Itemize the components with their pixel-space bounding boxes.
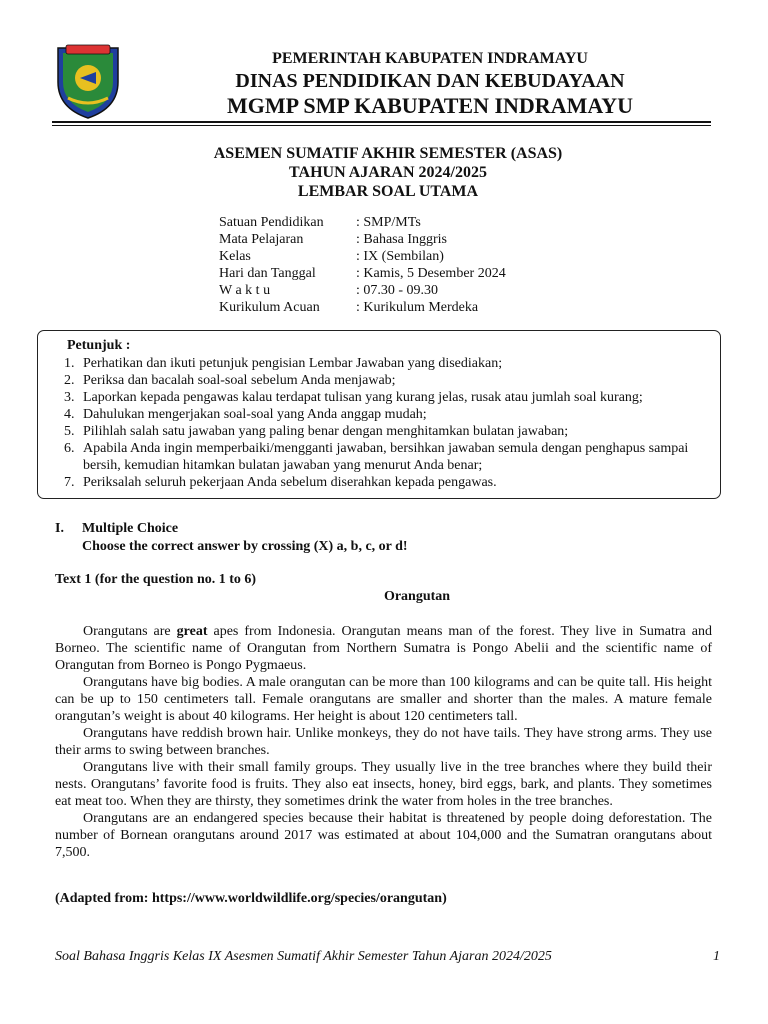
instruction-number: 7. (64, 475, 75, 490)
header-line-1: PEMERINTAH KABUPATEN INDRAMAYU (272, 50, 588, 67)
info-row (219, 214, 506, 231)
section-instruction: Choose the correct answer by crossing (X) a, b, c, or d! (82, 539, 408, 554)
header-rule-thick (52, 121, 711, 123)
paragraph-1 (55, 623, 712, 674)
instruction-number: 6. (64, 441, 75, 456)
paragraph-4: Orangutans live with their small family groups. They usually live in the tree branches where they build their nests. Orangutans’ favorite food is fruits. They also eat insects, honey, bird eggs, bark, and plants. They sometimes eat meat too. When they are thirsty, they sometimes drink the water from holes in the tree branches. (55, 760, 712, 809)
instruction-item (64, 474, 719, 491)
paragraph-3: Orangutans have reddish brown hair. Unlike monkeys, they do not have tails. They have strong arms. They use their arms to swing between branches. (55, 726, 712, 758)
info-row (219, 299, 506, 316)
info-label: Satuan Pendidikan (219, 215, 324, 230)
instruction-item (64, 440, 719, 474)
instruction-text: Periksa dan bacalah soal-soal sebelum Anda menjawab; (83, 373, 396, 388)
emblem-logo (52, 42, 124, 120)
instruction-number: 4. (64, 407, 75, 422)
header-line-3: MGMP SMP KABUPATEN INDRAMAYU (227, 93, 633, 118)
info-value: : 07.30 - 09.30 (356, 283, 439, 298)
header-line-2: DINAS PENDIDIKAN DAN KEBUDAYAAN (235, 70, 625, 92)
footer-text: Soal Bahasa Inggris Kelas IX Asesmen Sumatif Akhir Semester Tahun Ajaran 2024/2025 (55, 949, 552, 964)
info-row (219, 265, 506, 282)
exam-title-2: TAHUN AJARAN 2024/2025 (289, 164, 487, 181)
instruction-item (64, 389, 719, 406)
instruction-item (64, 372, 719, 389)
instructions-list (64, 355, 719, 491)
instruction-number: 3. (64, 390, 75, 405)
exam-title-3: LEMBAR SOAL UTAMA (297, 183, 479, 200)
instruction-number: 1. (64, 356, 75, 371)
page-number: 1 (713, 949, 720, 964)
instruction-text: Pilihlah salah satu jawaban yang paling benar dengan menghitamkan bulatan jawaban; (83, 424, 569, 439)
text-label: Text 1 (for the question no. 1 to 6) (55, 572, 257, 587)
paragraph-text: Orangutans are (83, 624, 177, 639)
instruction-text: Perhatikan dan ikuti petunjuk pengisian Lembar Jawaban yang disediakan; (83, 356, 503, 371)
exam-info-table (219, 214, 506, 316)
info-row (219, 282, 506, 299)
section-number: I. (55, 521, 64, 536)
info-value: : Bahasa Inggris (356, 232, 447, 247)
paragraph-5: Orangutans are an endangered species because their habitat is threatened by people doing deforestation. The number of Bornean orangutans around 2017 was estimated at about 104,000 and the Sumatran orangutans about 7,500. (55, 811, 712, 860)
info-value: : IX (Sembilan) (356, 249, 444, 264)
instructions-title: Petunjuk : (67, 338, 131, 353)
instruction-number: 5. (64, 424, 75, 439)
instruction-number: 2. (64, 373, 75, 388)
info-row (219, 248, 506, 265)
section-title: Multiple Choice (82, 521, 179, 536)
instruction-text: Periksalah seluruh pekerjaan Anda sebelum diserahkan kepada pengawas. (83, 475, 497, 490)
info-label: W a k t u (219, 283, 271, 298)
reading-text (55, 623, 712, 861)
section-heading (55, 521, 178, 537)
info-label: Kurikulum Acuan (219, 300, 320, 315)
instruction-item (64, 406, 719, 423)
text-title: Orangutan (383, 589, 451, 604)
info-label: Hari dan Tanggal (219, 266, 316, 281)
header-rule-thin (52, 125, 711, 126)
source-citation: (Adapted from: https://www.worldwildlife.org/species/orangutan) (55, 891, 447, 906)
info-value: : Kurikulum Merdeka (356, 300, 479, 315)
info-label: Kelas (219, 249, 251, 264)
paragraph-2: Orangutans have big bodies. A male orangutan can be more than 100 kilograms and can be quite tall. His height can be up to 150 centimeters tall. Female orangutans are smaller and shorter than the males. A mature female orangutan’s weight is about 40 kilograms. Her height is about 120 centimeters tall. (55, 675, 712, 724)
instruction-item (64, 355, 719, 372)
info-label: Mata Pelajaran (219, 232, 304, 247)
paragraph-text: apes from Indonesia. Orangutan means man of the forest. They live in Sumatra and Borneo. The scientific name of Orangutan from Northern Sumatra is Pongo Abelii and the scientific name of Orangutan from Borneo is Pongo Pygmaeus. (55, 624, 712, 673)
instruction-text: Apabila Anda ingin memperbaiki/mengganti jawaban, bersihkan jawaban semula dengan penghapus sampai bersih, kemudian hitamkan bulatan jawaban yang menurut Anda benar; (83, 441, 689, 473)
info-row (219, 231, 506, 248)
paragraph-bold-word: great (176, 624, 208, 639)
instruction-item (64, 423, 719, 440)
instruction-text: Dahulukan mengerjakan soal-soal yang Anda anggap mudah; (83, 407, 427, 422)
info-value: : Kamis, 5 Desember 2024 (356, 266, 506, 281)
info-value: : SMP/MTs (356, 215, 421, 230)
instruction-text: Laporkan kepada pengawas kalau terdapat tulisan yang kurang jelas, rusak atau jumlah soal kurang; (83, 390, 643, 405)
exam-title-1: ASEMEN SUMATIF AKHIR SEMESTER (ASAS) (213, 145, 563, 162)
